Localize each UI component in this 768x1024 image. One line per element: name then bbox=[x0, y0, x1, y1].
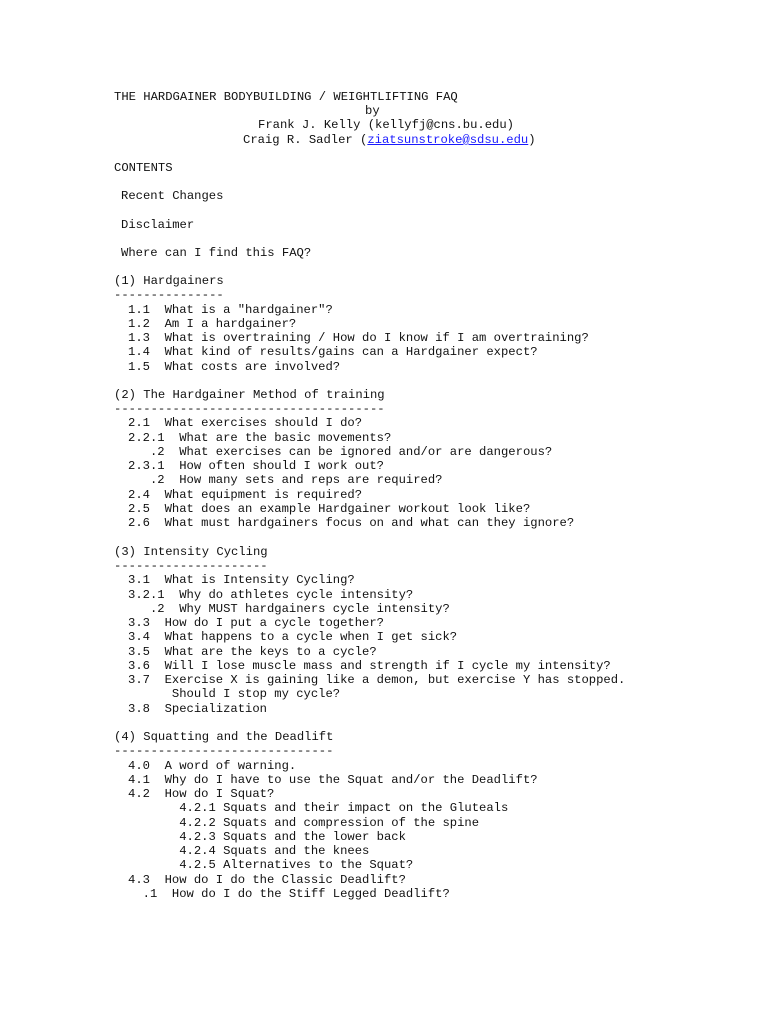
sadler-email-link[interactable]: ziatsunstroke@sdsu.edu bbox=[367, 133, 529, 147]
section-4-rule: ------------------------------ bbox=[114, 744, 334, 758]
toc-item: 3.5 What are the keys to a cycle? bbox=[128, 645, 377, 659]
section-4-title: (4) Squatting and the Deadlift bbox=[114, 730, 334, 744]
section-1-title: (1) Hardgainers bbox=[114, 274, 224, 288]
contents-recent-changes: Recent Changes bbox=[121, 189, 224, 203]
toc-item: .2 Why MUST hardgainers cycle intensity? bbox=[128, 602, 450, 616]
toc-item: 2.5 What does an example Hardgainer workout look like? bbox=[128, 502, 531, 516]
toc-item: 1.3 What is overtraining / How do I know if I am overtraining? bbox=[128, 331, 589, 345]
toc-item: 4.1 Why do I have to use the Squat and/or the Deadlift? bbox=[128, 773, 538, 787]
toc-item: 2.6 What must hardgainers focus on and what can they ignore? bbox=[128, 516, 575, 530]
toc-item: 4.2.1 Squats and their impact on the Gluteals bbox=[128, 801, 509, 815]
section-2-title: (2) The Hardgainer Method of training bbox=[114, 388, 385, 402]
toc-item: 4.2.4 Squats and the knees bbox=[128, 844, 370, 858]
toc-item: 4.0 A word of warning. bbox=[128, 759, 297, 773]
toc-item: 4.2.3 Squats and the lower back bbox=[128, 830, 406, 844]
author-sadler bbox=[243, 133, 536, 147]
section-2-rule: ------------------------------------- bbox=[114, 402, 385, 416]
section-3-title: (3) Intensity Cycling bbox=[114, 545, 268, 559]
author-kelly: Frank J. Kelly (kellyfj@cns.bu.edu) bbox=[258, 118, 514, 132]
toc-item: 4.3 How do I do the Classic Deadlift? bbox=[128, 873, 406, 887]
toc-item: 1.4 What kind of results/gains can a Hardgainer expect? bbox=[128, 345, 538, 359]
toc-item: 3.3 How do I put a cycle together? bbox=[128, 616, 384, 630]
author-sadler-close: ) bbox=[528, 133, 536, 147]
toc-item: 4.2.5 Alternatives to the Squat? bbox=[128, 858, 414, 872]
toc-item: .2 How many sets and reps are required? bbox=[128, 473, 443, 487]
toc-item: Should I stop my cycle? bbox=[128, 687, 341, 701]
toc-item: 2.3.1 How often should I work out? bbox=[128, 459, 384, 473]
document-title: THE HARDGAINER BODYBUILDING / WEIGHTLIFTING FAQ bbox=[114, 90, 458, 104]
toc-item: 3.6 Will I lose muscle mass and strength if I cycle my intensity? bbox=[128, 659, 611, 673]
toc-item: 2.4 What equipment is required? bbox=[128, 488, 363, 502]
contents-disclaimer: Disclaimer bbox=[121, 218, 195, 232]
toc-item: 4.2 How do I Squat? bbox=[128, 787, 275, 801]
toc-item: 3.7 Exercise X is gaining like a demon, but exercise Y has stopped. bbox=[128, 673, 626, 687]
toc-item: 3.2.1 Why do athletes cycle intensity? bbox=[128, 588, 414, 602]
toc-item: 1.5 What costs are involved? bbox=[128, 360, 341, 374]
toc-item: 2.2.1 What are the basic movements? bbox=[128, 431, 392, 445]
toc-item: 3.8 Specialization bbox=[128, 702, 267, 716]
section-1-rule: --------------- bbox=[114, 288, 224, 302]
contents-heading: CONTENTS bbox=[114, 161, 173, 175]
toc-item: 1.2 Am I a hardgainer? bbox=[128, 317, 297, 331]
contents-where-find: Where can I find this FAQ? bbox=[121, 246, 312, 260]
toc-item: 4.2.2 Squats and compression of the spine bbox=[128, 816, 480, 830]
toc-item: .1 How do I do the Stiff Legged Deadlift? bbox=[128, 887, 450, 901]
section-3-rule: --------------------- bbox=[114, 559, 268, 573]
toc-item: 2.1 What exercises should I do? bbox=[128, 416, 363, 430]
toc-item: 3.4 What happens to a cycle when I get sick? bbox=[128, 630, 458, 644]
author-sadler-name: Craig R. Sadler ( bbox=[243, 133, 368, 147]
toc-item: .2 What exercises can be ignored and/or are dangerous? bbox=[128, 445, 553, 459]
by-line: by bbox=[365, 104, 380, 118]
toc-item: 3.1 What is Intensity Cycling? bbox=[128, 573, 355, 587]
toc-item: 1.1 What is a "hardgainer"? bbox=[128, 303, 333, 317]
